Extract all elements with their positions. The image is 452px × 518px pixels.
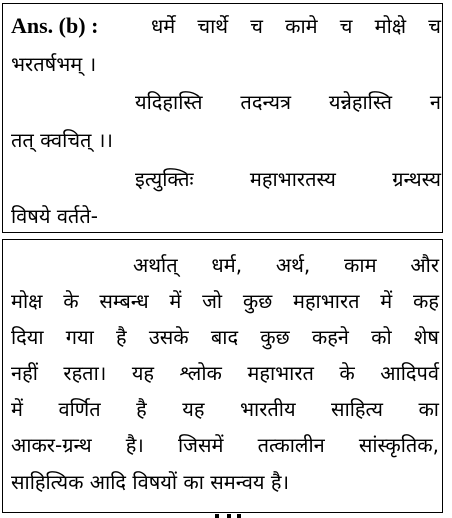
answer-box xyxy=(2,3,443,233)
verse-line-1: धर्मे चार्थे च कामे च मोक्षे च xyxy=(151,14,441,38)
explanation-line-4: नहीं रहता। यह श्लोक महाभारत के आदिपर्व xyxy=(11,361,439,385)
verse-line-3: यदिहास्ति तदन्यत्र यन्नेहास्ति न xyxy=(135,90,441,114)
answer-label: Ans. (b) : xyxy=(11,13,99,38)
explanation-box xyxy=(2,239,443,513)
explanation-line-5: में वर्णित है यह भारतीय साहित्य का xyxy=(11,397,439,421)
verse-line-2: भरतर्षभम् । xyxy=(11,52,97,76)
verse-line-6: विषये वर्तते- xyxy=(11,204,98,228)
explanation-line-3: दिया गया है उसके बाद कुछ कहने को शेष xyxy=(11,325,439,349)
cut-off-text-fragment xyxy=(215,514,245,518)
explanation-line-6: आकर-ग्रन्थ है। जिसमें तत्कालीन सांस्कृतिक, xyxy=(11,433,439,457)
verse-line-4: तत् क्वचित् ।। xyxy=(11,128,113,152)
explanation-line-7: साहित्यिक आदि विषयों का समन्वय है। xyxy=(11,470,290,494)
explanation-line-2: मोक्ष के सम्बन्ध में जो कुछ महाभारत में कह xyxy=(11,289,439,313)
verse-line-5: इत्युक्तिः महाभारतस्य ग्रन्थस्य xyxy=(135,167,441,191)
explanation-line-1: अर्थात् धर्म, अर्थ, काम और xyxy=(133,253,439,277)
